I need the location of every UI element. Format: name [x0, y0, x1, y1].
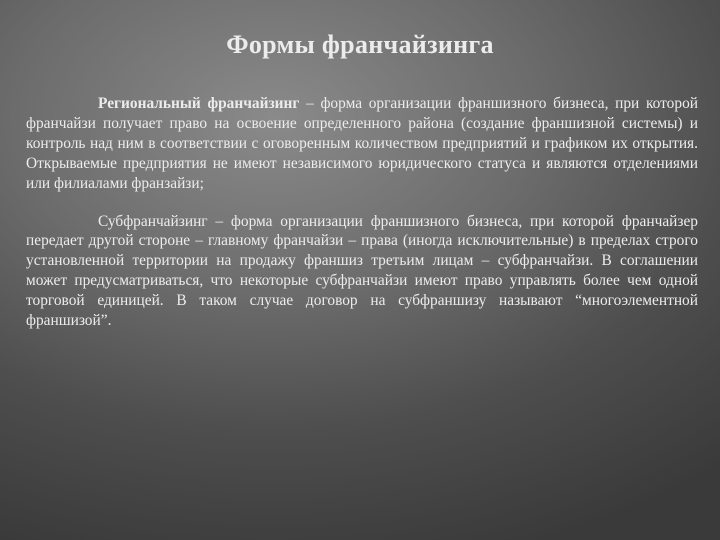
term-regional-franchising: Региональный франчайзинг — [98, 95, 300, 112]
paragraph-regional-franchising — [26, 94, 698, 194]
paragraph-subfranchising — [26, 212, 698, 331]
slide-title: Формы франчайзинга — [226, 30, 494, 59]
slide-body — [26, 94, 698, 331]
definition-regional-franchising: – форма организации франшизного бизнеса, при которой франчайзи получает право на освоение определенного района (создание франшизной системы) и контроль над ним в соответствии с оговоренным количеством предприятий и графиком их открытия. Открываемые предприятия не имеют независимого юридического статуса и являются отделениями или филиалами франзайзи; — [26, 95, 698, 192]
term-subfranchising: Субфранчайзинг — [98, 212, 208, 230]
definition-subfranchising: – форма организации франшизного бизнеса, при которой франчайзер передает другой стороне – главному франчайзи – права (иногда исключительные) в пределах строго установленной территории на продажу франшиз третьим лицам – субфранчайзи. В соглашении может предусматриваться, что некоторые субфранчайзи имеют право управлять более чем одной торговой единицей. В таком случае договор на субфраншизу называют “многоэлементной франшизой”. — [26, 212, 698, 330]
